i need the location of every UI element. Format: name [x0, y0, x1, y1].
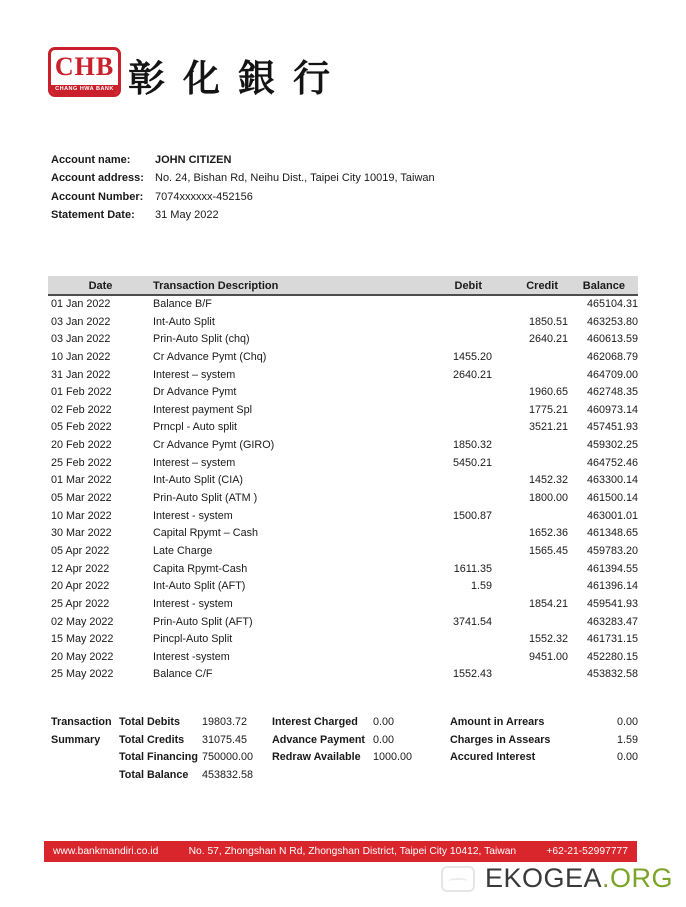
transaction-table [48, 276, 638, 684]
summary-interest-group [272, 714, 412, 767]
table-row [48, 367, 638, 385]
account-address-row [51, 169, 435, 187]
summary-title-line2: Summary [51, 733, 101, 746]
cell-credit: 2640.21 [528, 333, 568, 346]
table-row [48, 525, 638, 543]
cell-balance: 463001.01 [586, 509, 638, 522]
cell-credit: 1850.51 [528, 315, 568, 328]
cell-balance: 453832.58 [586, 668, 638, 681]
cell-credit [492, 437, 568, 455]
cell-credit [492, 561, 568, 579]
cell-date: 05 Apr 2022 [51, 544, 110, 557]
cell-debit: 1552.43 [452, 668, 492, 681]
summary-label: Advance Payment [272, 733, 366, 746]
cell-debit [400, 402, 492, 420]
summary-totals-group [119, 714, 253, 784]
summary-value: 0.00 [373, 733, 395, 746]
summary-arrears-group [450, 714, 638, 767]
chb-bank-name-strip: CHANG HWA BANK [51, 85, 118, 94]
cell-debit: 1.59 [470, 580, 492, 593]
cell-debit [400, 543, 492, 561]
table-row [48, 314, 638, 332]
footer-address: No. 57, Zhongshan N Rd, Zhongshan District, Taipei City 10412, Taiwan [188, 846, 517, 857]
cell-debit [400, 490, 492, 508]
table-row [48, 666, 638, 684]
table-row [48, 402, 638, 420]
table-header-row [48, 276, 638, 296]
account-number-row [51, 188, 435, 206]
cell-debit: 1455.20 [452, 350, 492, 363]
table-row [48, 437, 638, 455]
cell-credit: 1775.21 [528, 403, 568, 416]
table-row [48, 561, 638, 579]
transaction-summary [48, 714, 638, 794]
account-name-row [51, 151, 435, 169]
cell-balance: 461396.14 [586, 580, 638, 593]
account-name-value: JOHN CITIZEN [155, 154, 232, 166]
cell-credit: 3521.21 [528, 421, 568, 434]
summary-value: 31075.45 [202, 733, 248, 746]
summary-value: 1000.00 [373, 751, 413, 764]
cell-date: 05 Feb 2022 [51, 421, 112, 434]
account-number-label: Account Number: [51, 190, 144, 203]
cell-date: 25 Apr 2022 [51, 597, 110, 610]
cell-date: 02 May 2022 [51, 615, 114, 628]
table-row [48, 490, 638, 508]
table-row [48, 349, 638, 367]
chb-bank-logo [48, 47, 121, 97]
cell-credit [492, 455, 568, 473]
cell-debit [400, 649, 492, 667]
cell-credit: 1854.21 [528, 597, 568, 610]
cell-date: 20 Apr 2022 [51, 580, 110, 593]
cell-debit: 1611.35 [453, 562, 492, 575]
cell-description: Balance C/F [153, 668, 213, 681]
header-credit: Credit [526, 280, 558, 292]
cell-date: 10 Mar 2022 [51, 509, 112, 522]
cell-balance: 459783.20 [586, 544, 638, 557]
summary-value: 0.00 [616, 751, 638, 764]
cell-date: 20 May 2022 [51, 650, 114, 663]
cell-date: 25 May 2022 [51, 668, 114, 681]
cell-date: 12 Apr 2022 [51, 562, 110, 575]
cell-balance: 461394.55 [586, 562, 638, 575]
cell-description: Capita Rpymt-Cash [153, 562, 248, 575]
cell-description: Cr Advance Pymt (GIRO) [153, 439, 275, 452]
summary-value: 453832.58 [202, 768, 254, 781]
header-description: Transaction Description [153, 280, 279, 292]
ekogea-tld: .ORG [601, 863, 673, 893]
table-row [48, 596, 638, 614]
summary-value: 750000.00 [202, 751, 254, 764]
cell-description: Cr Advance Pymt (Chq) [153, 350, 267, 363]
cell-debit [400, 596, 492, 614]
account-address-value: No. 24, Bishan Rd, Neihu Dist., Taipei City 10019, Taiwan [155, 172, 435, 185]
cell-credit: 1565.45 [528, 544, 568, 557]
table-row [48, 455, 638, 473]
table-row [48, 331, 638, 349]
cell-credit: 1452.32 [528, 474, 568, 487]
summary-label: Charges in Assears [450, 733, 551, 746]
cell-credit: 1960.65 [528, 386, 568, 399]
cell-description: Dr Advance Pymt [153, 386, 237, 399]
cell-description: Interest - system [153, 509, 233, 522]
cell-description: Interest – system [153, 368, 236, 381]
bank-chinese-name: 彰化銀行 [128, 56, 348, 100]
cell-balance: 460973.14 [586, 403, 638, 416]
statement-date-label: Statement Date: [51, 209, 135, 222]
summary-label: Interest Charged [272, 716, 358, 728]
cell-date: 01 Feb 2022 [51, 386, 112, 399]
summary-label: Total Financing [119, 751, 198, 764]
cell-balance: 460613.59 [586, 333, 638, 346]
table-row [48, 543, 638, 561]
cell-balance: 463300.14 [586, 474, 638, 487]
cell-debit [400, 525, 492, 543]
cell-credit [492, 508, 568, 526]
table-row [48, 419, 638, 437]
cell-balance: 461348.65 [586, 527, 638, 540]
cell-debit [400, 331, 492, 349]
cell-balance: 465104.31 [586, 298, 638, 310]
cell-description: Interest – system [153, 456, 236, 469]
cell-date: 31 Jan 2022 [51, 368, 111, 381]
statement-date-row [51, 206, 435, 224]
statement-date-value: 31 May 2022 [155, 209, 219, 222]
summary-label: Redraw Available [272, 751, 361, 764]
ekogea-name: EKOGEA [484, 863, 602, 893]
cell-date: 15 May 2022 [51, 633, 114, 646]
table-row [48, 649, 638, 667]
cell-date: 03 Jan 2022 [51, 333, 111, 346]
cell-description: Balance B/F [153, 298, 212, 310]
summary-value: 0.00 [616, 716, 638, 728]
cell-debit [400, 296, 492, 314]
cell-debit: 1500.87 [452, 509, 492, 522]
cell-balance: 463253.80 [586, 315, 638, 328]
cell-date: 05 Mar 2022 [51, 492, 112, 505]
ekogea-logo-icon [441, 866, 475, 892]
cell-balance: 464752.46 [586, 456, 638, 469]
cell-credit: 9451.00 [528, 650, 568, 663]
footer-bar [44, 841, 637, 862]
cell-description: Interest payment Spl [153, 403, 253, 416]
header-date: Date [88, 280, 113, 292]
summary-label: Total Balance [119, 768, 189, 781]
cell-balance: 452280.15 [586, 650, 638, 663]
cell-debit [400, 472, 492, 490]
cell-balance: 461500.14 [586, 492, 638, 505]
cell-balance: 464709.00 [586, 368, 638, 381]
account-name-label: Account name: [51, 154, 131, 166]
cell-date: 01 Jan 2022 [51, 298, 111, 310]
cell-debit [400, 419, 492, 437]
cell-balance: 459541.93 [586, 597, 638, 610]
table-row [48, 631, 638, 649]
cell-credit: 1552.32 [528, 633, 568, 646]
table-row [48, 472, 638, 490]
cell-description: Int-Auto Split [153, 315, 215, 328]
summary-label: Amount in Arrears [450, 716, 545, 728]
ekogea-watermark[interactable] [441, 863, 673, 894]
cell-balance: 462748.35 [586, 386, 638, 399]
cell-description: Prncpl - Auto split [153, 421, 238, 434]
cell-description: Interest - system [153, 597, 233, 610]
cell-credit [492, 349, 568, 367]
cell-balance: 459302.25 [586, 439, 638, 452]
summary-label: Total Credits [119, 733, 185, 746]
cell-debit [400, 631, 492, 649]
cell-balance: 463283.47 [586, 615, 638, 628]
cell-credit: 1652.36 [528, 527, 568, 540]
summary-title-line1: Transaction [51, 716, 112, 728]
cell-description: Pincpl-Auto Split [153, 633, 233, 646]
cell-description: Late Charge [153, 544, 213, 557]
cell-description: Prin-Auto Split (ATM ) [153, 492, 258, 505]
cell-description: Prin-Auto Split (AFT) [153, 615, 253, 628]
cell-balance: 461731.15 [586, 633, 638, 646]
ekogea-watermark-text [485, 863, 673, 894]
cell-debit: 3741.54 [452, 615, 492, 628]
cell-debit [400, 314, 492, 332]
table-row [48, 296, 638, 314]
cell-credit [492, 614, 568, 632]
account-number-value: 7074xxxxxx-452156 [155, 190, 253, 203]
table-row [48, 578, 638, 596]
cell-date: 03 Jan 2022 [51, 315, 111, 328]
header-balance: Balance [582, 280, 625, 292]
cell-description: Int-Auto Split (CIA) [153, 474, 244, 487]
summary-label: Accured Interest [450, 751, 536, 764]
cell-description: Interest -system [153, 650, 230, 663]
cell-date: 01 Mar 2022 [51, 474, 112, 487]
table-row [48, 508, 638, 526]
table-row [48, 614, 638, 632]
cell-balance: 457451.93 [586, 421, 638, 434]
cell-credit [492, 578, 568, 596]
summary-value: 19803.72 [202, 716, 248, 728]
cell-date: 25 Feb 2022 [51, 456, 112, 469]
footer-website-link[interactable]: www.bankmandiri.co.id [53, 846, 159, 857]
cell-credit: 1800.00 [528, 492, 568, 505]
chb-monogram: CHB [54, 52, 115, 81]
summary-value: 0.00 [373, 716, 395, 728]
cell-credit [492, 666, 568, 684]
cell-date: 02 Feb 2022 [51, 403, 112, 416]
cell-debit [400, 384, 492, 402]
account-address-label: Account address: [51, 172, 144, 185]
transaction-table-body [48, 296, 638, 684]
cell-credit [492, 367, 568, 385]
cell-debit: 2640.21 [452, 368, 492, 381]
summary-title [51, 714, 112, 749]
cell-debit: 1850.32 [452, 439, 492, 452]
cell-description: Int-Auto Split (AFT) [153, 580, 246, 593]
cell-date: 20 Feb 2022 [51, 439, 112, 452]
summary-value: 1.59 [616, 733, 638, 746]
cell-description: Prin-Auto Split (chq) [153, 333, 250, 346]
footer-phone: +62-21-52997777 [546, 846, 628, 857]
account-info-block [51, 151, 435, 225]
cell-date: 30 Mar 2022 [51, 527, 112, 540]
cell-credit [492, 296, 568, 314]
table-row [48, 384, 638, 402]
cell-balance: 462068.79 [586, 350, 638, 363]
cell-description: Capital Rpymt – Cash [153, 527, 259, 540]
cell-debit: 5450.21 [452, 456, 492, 469]
header-debit: Debit [454, 280, 482, 292]
cell-date: 10 Jan 2022 [51, 350, 111, 363]
summary-label: Total Debits [119, 716, 180, 728]
